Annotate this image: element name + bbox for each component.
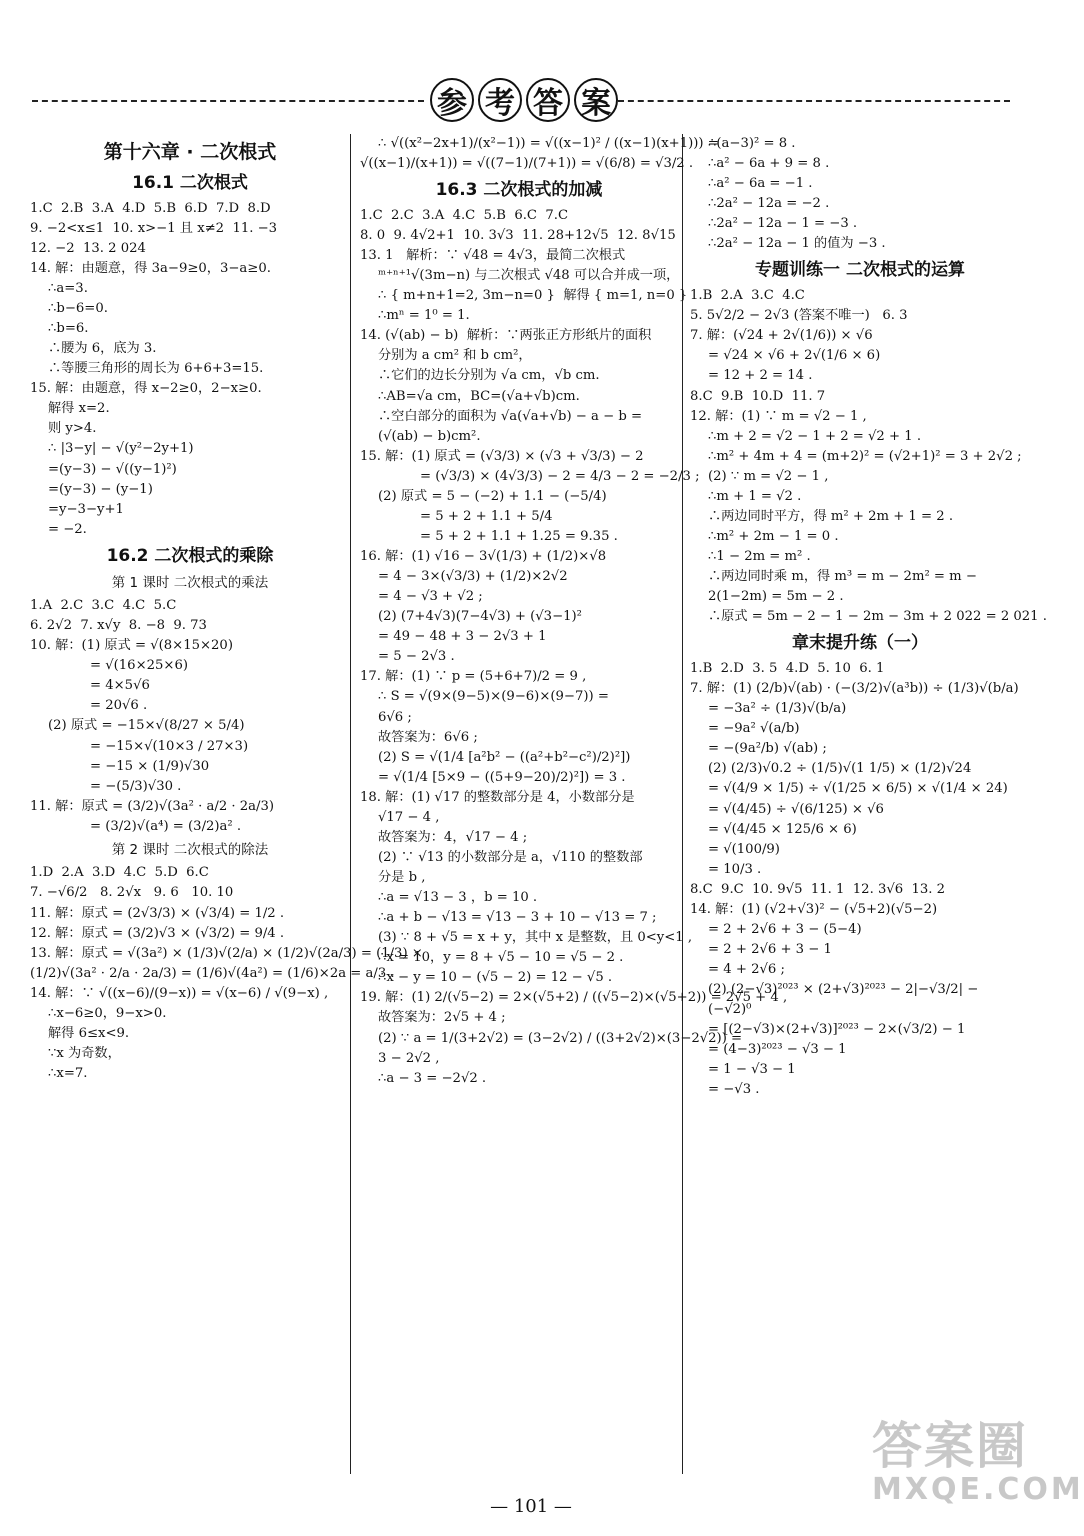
answer-line: = √24 × √6 + 2√(1/6 × 6) xyxy=(708,348,881,364)
answer-line: 14. (√(ab) − b) 解析：∵两张正方形纸片的面积 xyxy=(360,328,652,344)
answer-line: 2(1−2m) = 5m − 2 . xyxy=(708,589,844,605)
answer-line: ∴原式 = 5m − 2 − 1 − 2m − 3m + 2 022 = 2 021 . xyxy=(708,609,1047,625)
answer-line: ∴ √((x²−2x+1)/(x²−1)) = √((x−1)² / ((x−1)(x+1))) = xyxy=(378,136,719,151)
answer-line: ∴a=3. xyxy=(48,280,88,296)
answer-line: = 4 + 2√6 ; xyxy=(708,962,785,978)
answer-line: =(y−3) − √((y−1)²) xyxy=(48,461,177,477)
answer-line: 17. 解：(1) ∵ p = (5+6+7)/2 = 9 , xyxy=(360,669,587,685)
answer-line: ∴两边同时乘 m，得 m³ = m − 2m² = m − xyxy=(708,569,977,585)
answer-line: 3 − 2√2 , xyxy=(378,1050,440,1066)
answer-line: = 4 − 3×(√3/3) + (1/2)×2√2 xyxy=(378,569,568,585)
answer-line: = 2 + 2√6 + 3 − 1 xyxy=(708,941,832,957)
answer-line: 7. −√6/2 8. 2√x 9. 6 10. 10 xyxy=(30,885,234,901)
answer-line: 14. 解：(1) (√2+√3)² − (√5+2)(√5−2) xyxy=(690,901,938,917)
answer-line: 则 y>4. xyxy=(48,421,97,437)
answer-line: √((x−1)/(x+1)) = √((7−1)/(7+1)) = √(6/8) = √3/2 . xyxy=(360,156,694,172)
header-rule-right xyxy=(618,100,1010,102)
answer-line: ∴mⁿ = 1⁰ = 1. xyxy=(378,308,470,324)
answer-line: ∴腰为 6，底为 3. xyxy=(48,341,157,357)
answer-line: = √(4/9 × 1/5) ÷ √(1/25 × 6/5) × √(1/4 × 24) xyxy=(708,781,1008,797)
answer-line: √17 − 4 , xyxy=(378,809,440,825)
answer-line: ∴它们的边长分别为 √a cm，√b cm. xyxy=(378,368,600,384)
answer-line: ∴2a² − 12a − 1 的值为 −3 . xyxy=(708,236,886,252)
answer-line: ∴b=6. xyxy=(48,321,89,337)
answer-line: (2) ∵ √13 的小数部分是 a，√110 的整数部 xyxy=(378,849,643,865)
answer-line: = √(100/9) xyxy=(708,841,780,857)
answer-line: 1.B 2.A 3.C 4.C xyxy=(690,288,805,304)
answer-line: = (√3/3) × (4√3/3) − 2 = 4/3 − 2 = −2/3 ; xyxy=(420,468,700,484)
answer-line: ∴x = 10，y = 8 + √5 − 10 = √5 − 2 . xyxy=(378,950,624,966)
column-divider xyxy=(350,134,351,1474)
answer-line: =y−3−y+1 xyxy=(48,501,124,517)
answer-line: ∴a² − 6a + 9 = 8 . xyxy=(708,156,830,172)
answer-line: 14. 解：∵ √((x−6)/(9−x)) = √(x−6) / √(9−x) , xyxy=(30,985,329,1001)
answer-line: (2) (2/3)√0.2 ÷ (1/5)√(1 1/5) × (1/2)√24 xyxy=(708,761,972,777)
answer-line: 8.C 9.C 10. 9√5 11. 1 12. 3√6 13. 2 xyxy=(690,881,946,897)
answer-line: (1/2)√(3a² · 2/a · 2a/3) = (1/6)√(4a²) = (1/6)×2a = a/3 . xyxy=(30,965,395,981)
answer-line: = 5 − 2√3 . xyxy=(378,649,455,665)
answer-line: = −√3 . xyxy=(708,1082,760,1098)
answer-line: 1.D 2.A 3.D 4.C 5.D 6.C xyxy=(30,865,209,881)
answer-line: 解得 x=2. xyxy=(48,401,110,417)
answer-line: (2) S = √(1/4 [a²b² − ((a²+b²−c²)/2)²]) xyxy=(378,749,631,765)
answer-line: (2) ∵ m = √2 − 1 , xyxy=(708,468,829,484)
answer-line: 7. 解：(√24 + 2√(1/6)) × √6 xyxy=(690,328,873,344)
header-title xyxy=(430,78,618,122)
answer-line: (−√2)⁰ xyxy=(708,1002,752,1018)
answer-line: 18. 解：(1) √17 的整数部分是 4，小数部分是 xyxy=(360,789,635,805)
answer-line: (2) 原式 = 5 − (−2) + 1.1 − (−5/4) xyxy=(378,488,607,504)
answer-line: ∴x=7. xyxy=(48,1066,88,1081)
answer-line: 故答案为：2√5 + 4 ; xyxy=(378,1010,506,1026)
answer-line: 12. 解：原式 = (3/2)√3 × (√3/2) = 9/4 . xyxy=(30,925,285,941)
section-heading: 章末提升练（一） xyxy=(792,633,928,654)
answer-line: = √(16×25×6) xyxy=(90,658,188,674)
answer-line: 15. 解：由题意，得 x−2≥0，2−x≥0. xyxy=(30,381,262,397)
answer-line: = √(4/45 × 125/6 × 6) xyxy=(708,821,857,837)
answer-line: = −3a² ÷ (1/3)√(b/a) xyxy=(708,701,847,717)
answer-line: 1.C 2.C 3.A 4.C 5.B 6.C 7.C xyxy=(360,207,569,223)
section-heading: 16.3 二次根式的加减 xyxy=(435,180,603,201)
answer-line: ∴ |3−y| − √(y²−2y+1) xyxy=(48,441,194,457)
answer-line: = −(9a²/b) √(ab) ; xyxy=(708,741,827,757)
answer-line: ∴等腰三角形的周长为 6+6+3=15. xyxy=(48,361,264,377)
lesson-heading: 第 1 课时 二次根式的乘法 xyxy=(111,574,269,591)
answer-line: 13. 1 解析：∵ √48 = 4√3，最简二次根式 xyxy=(360,248,626,264)
answer-line: ∴a + b − √13 = √13 − 3 + 10 − √13 = 7 ; xyxy=(378,910,657,926)
answer-line: = 10/3 . xyxy=(708,861,762,877)
answer-line: ∴两边同时平方，得 m² + 2m + 1 = 2 . xyxy=(708,508,954,524)
answer-line: 8. 0 9. 4√2+1 10. 3√3 11. 28+12√5 12. 8√15 xyxy=(360,228,676,244)
answer-line: ∴m + 2 = √2 − 1 + 2 = √2 + 1 . xyxy=(708,428,922,444)
header-rule-left xyxy=(32,100,424,102)
watermark-top: 答案圈 xyxy=(872,1417,1028,1475)
answer-line: 8.C 9.B 10.D 11. 7 xyxy=(690,388,826,404)
answer-line: = 2 + 2√6 + 3 − (5−4) xyxy=(708,921,862,937)
answer-line: ∴ S = √(9×(9−5)×(9−6)×(9−7)) = xyxy=(378,689,609,705)
column-divider xyxy=(682,134,683,1474)
section-heading: 专题训练一 二次根式的运算 xyxy=(755,260,965,281)
answer-line: = √(4/45) ÷ √(6/125) × √6 xyxy=(708,801,884,817)
answer-line: = 12 + 2 = 14 . xyxy=(708,368,813,384)
answer-line: ∴2a² − 12a = −2 . xyxy=(708,196,830,212)
answer-line: ∴b−6=0. xyxy=(48,301,108,317)
answer-line: ∴a − 3 = −2√2 . xyxy=(378,1070,487,1086)
answer-line: 13. 解：原式 = √(3a²) × (1/3)√(2/a) × (1/2)√(2a/3) = (1/3) × xyxy=(30,945,423,961)
watermark-bottom: MXQE.COM xyxy=(872,1472,1084,1507)
answer-line: ∴x − y = 10 − (√5 − 2) = 12 − √5 . xyxy=(378,970,613,986)
answer-line: ∴m² + 2m − 1 = 0 . xyxy=(708,528,839,544)
answer-line: 19. 解：(1) 2/(√5−2) = 2×(√5+2) / ((√5−2)×(√5+2)) = 2√5 + 4 , xyxy=(360,990,788,1006)
header-char: 答 xyxy=(526,78,570,122)
answer-line: = −(5/3)√30 . xyxy=(90,778,182,794)
answer-line: = −2. xyxy=(48,521,87,537)
answer-line: ∴a = √13 − 3 ，b = 10 . xyxy=(378,890,538,906)
answer-line: = 1 − √3 − 1 xyxy=(708,1062,796,1078)
answer-line: 故答案为：6√6 ; xyxy=(378,729,478,745)
answer-line: = [(2−√3)×(2+√3)]²⁰²³ − 2×(√3/2) − 1 xyxy=(708,1022,966,1038)
answer-line: (√(ab) − b)cm². xyxy=(378,428,481,444)
page-header xyxy=(0,72,1062,132)
answer-line: 5. 5√2/2 − 2√3 (答案不唯一) 6. 3 xyxy=(690,308,908,324)
section-heading: 16.2 二次根式的乘除 xyxy=(106,545,274,566)
answer-line: 12. 解：(1) ∵ m = √2 − 1 , xyxy=(690,408,867,424)
answer-line: 1.A 2.C 3.C 4.C 5.C xyxy=(30,598,177,614)
answer-line: =(y−3) − (y−1) xyxy=(48,481,153,497)
answer-line: ∴a² − 6a = −1 . xyxy=(708,176,813,192)
answer-line: ∵x 为奇数， xyxy=(48,1045,121,1061)
answer-line: 10. 解：(1) 原式 = √(8×15×20) xyxy=(30,638,233,654)
section-heading: 第十六章 · 二次根式 xyxy=(103,141,277,163)
answer-line: (2) ∵ a = 1/(3+2√2) = (3−2√2) / ((3+2√2)×(3−2√2)) = xyxy=(378,1030,743,1046)
answer-line: 故答案为：4，√17 − 4 ; xyxy=(378,829,528,845)
answer-line: 解得 6≤x<9. xyxy=(48,1025,130,1041)
header-char: 考 xyxy=(478,78,522,122)
answer-line: 分别为 a cm² 和 b cm²， xyxy=(378,348,532,364)
answer-line: = 4 − √3 + √2 ; xyxy=(378,589,483,605)
answer-line: 11. 解：原式 = (2√3/3) × (√3/4) = 1/2 . xyxy=(30,905,285,921)
answer-line: = (3/2)√(a⁴) = (3/2)a² . xyxy=(90,818,242,834)
answer-line: 15. 解：(1) 原式 = (√3/3) × (√3 + √3/3) − 2 xyxy=(360,448,644,464)
answer-line: = 4×5√6 xyxy=(90,678,150,694)
answer-line: = (4−3)²⁰²³ − √3 − 1 xyxy=(708,1042,847,1058)
answer-line: 6√6 ; xyxy=(378,709,412,725)
answer-line: 分是 b , xyxy=(378,870,426,886)
answer-line: 12. −2 13. 2 024 xyxy=(30,240,146,256)
answer-line: 1.C 2.B 3.A 4.D 5.B 6.D 7.D 8.D xyxy=(30,200,271,216)
answer-line: = 49 − 48 + 3 − 2√3 + 1 xyxy=(378,629,547,645)
answer-line: = −15 × (1/9)√30 xyxy=(90,758,210,774)
answer-line: ᵐ⁺ⁿ⁺¹√(3m−n) 与二次根式 √48 可以合并成一项， xyxy=(378,268,680,284)
answer-line: ∴AB=√a cm，BC=(√a+√b)cm. xyxy=(378,388,580,404)
answer-line: = 5 + 2 + 1.1 + 1.25 = 9.35 . xyxy=(420,528,618,544)
answer-line: ∴空白部分的面积为 √a(√a+√b) − a − b = xyxy=(378,408,643,424)
answer-line: ∴x−6≥0，9−x>0. xyxy=(48,1005,167,1021)
page-number: — 101 — xyxy=(490,1496,572,1517)
answer-line: 9. −2<x≤1 10. x>−1 且 x≠2 11. −3 xyxy=(30,220,278,236)
lesson-heading: 第 2 课时 二次根式的除法 xyxy=(111,841,269,858)
header-char: 案 xyxy=(574,78,618,122)
answer-line: ∴(a−3)² = 8 . xyxy=(708,136,796,151)
answer-line: 1.B 2.D 3. 5 4.D 5. 10 6. 1 xyxy=(690,661,885,677)
header-char: 参 xyxy=(430,78,474,122)
answer-line: ∴m² + 4m + 4 = (m+2)² = (√2+1)² = 3 + 2√2 ; xyxy=(708,448,1022,464)
answer-line: 7. 解：(1) (2/b)√(ab) · (−(3/2)√(a³b)) ÷ (1/3)√(b/a) xyxy=(690,681,1019,697)
section-heading: 16.1 二次根式 xyxy=(132,172,248,193)
answer-line: 6. 2√2 7. x√y 8. −8 9. 73 xyxy=(30,618,207,634)
answer-line: (2) 原式 = −15×√(8/27 × 5/4) xyxy=(48,718,245,734)
answer-line: (2) (2−√3)²⁰²³ × (2+√3)²⁰²³ − 2|−√3/2| − xyxy=(708,982,979,998)
answer-line: ∴ { m+n+1=2, 3m−n=0 } 解得 { m=1, n=0 } xyxy=(378,288,688,304)
answer-line: = −15×√(10×3 / 27×3) xyxy=(90,738,249,754)
answer-line: (2) (7+4√3)(7−4√3) + (√3−1)² xyxy=(378,609,582,625)
answer-line: = √(1/4 [5×9 − ((5+9−20)/2)²]) = 3 . xyxy=(378,769,626,785)
answer-line: ∴m + 1 = √2 . xyxy=(708,488,802,504)
answer-line: = 20√6 . xyxy=(90,698,148,714)
answer-line: 14. 解：由题意，得 3a−9≥0，3−a≥0. xyxy=(30,260,271,276)
answer-line: ∴1 − 2m = m² . xyxy=(708,549,811,565)
answer-line: 11. 解：原式 = (3/2)√(3a² · a/2 · 2a/3) xyxy=(30,798,275,814)
answer-column-3 xyxy=(690,134,1047,1100)
answer-line: = −9a² √(a/b) xyxy=(708,721,800,737)
answer-line: ∴2a² − 12a − 1 = −3 . xyxy=(708,216,858,232)
answer-line: = 5 + 2 + 1.1 + 5/4 xyxy=(420,508,553,524)
answer-line: 16. 解：(1) √16 − 3√(1/3) + (1/2)×√8 xyxy=(360,549,607,565)
answer-line: (3) ∵ 8 + √5 = x + y，其中 x 是整数，且 0<y<1 , xyxy=(378,930,693,946)
